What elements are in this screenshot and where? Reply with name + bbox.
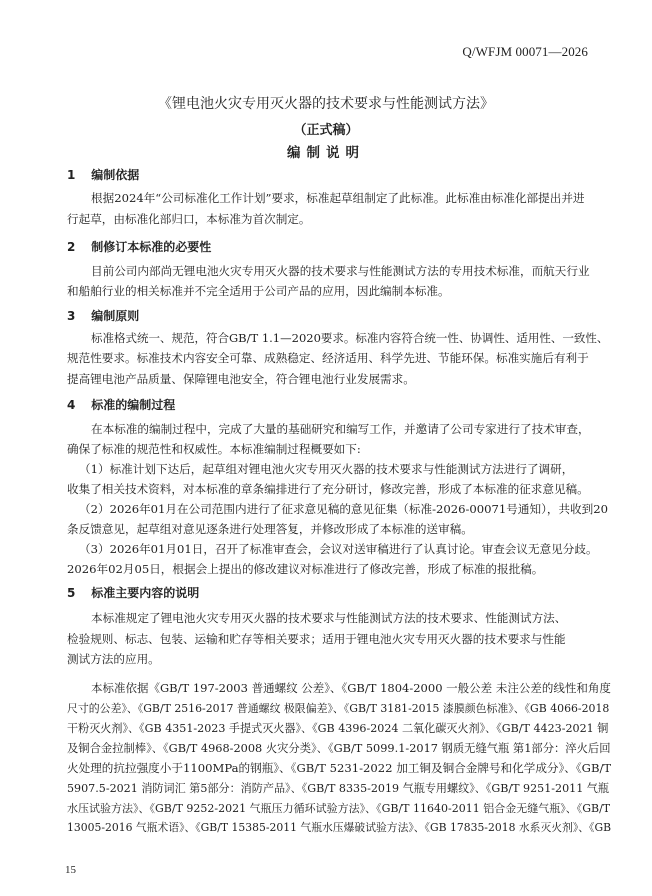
paragraph-line: 条反馈意见，起草组对意见逐条进行处理答复，并修改形成了本标准的送审稿。: [67, 522, 473, 536]
paragraph-line: 13005-2016 气瓶术语》、《GB/T 15385-2011 气瓶水压爆破试验方法》、《GB 17835-2018 水系灭火剂》、《GB: [67, 821, 612, 834]
paragraph-line: 本标准规定了锂电池火灾专用灭火器的技术要求与性能测试方法的技术要求、性能测试方法、: [91, 611, 567, 625]
section-heading-5: [67, 584, 199, 601]
paragraph-line: 水压试验方法》、《GB/T 9252-2021 气瓶压力循环试验方法》、《GB/T 11640-2011 铝合金无缝气瓶》、《GB/T: [67, 802, 611, 815]
section-number: 2: [67, 240, 76, 254]
paragraph-line: （1）标准计划下达后，起草组对锂电池火灾专用灭火器的技术要求与性能测试方法进行了调研，: [79, 462, 574, 476]
paragraph-line: 检验规则、标志、包装、运输和贮存等相关要求；适用于锂电池火灾专用灭火器的技术要求与性能: [67, 632, 566, 646]
paragraph-line: 干粉灭火剂》、《GB 4351-2023 手提式灭火器》、《GB 4396-2024 二氧化碳灭火剂》、《GB/T 4423-2021 铜: [67, 722, 609, 735]
page-number: 15: [65, 864, 76, 876]
section-heading-4: [67, 396, 175, 413]
paragraph-line: 行起草，由标准化部归口，本标准为首次制定。: [67, 212, 311, 226]
section-title: 编制原则: [91, 309, 140, 323]
paragraph-line: 目前公司内部尚无锂电池火灾专用灭火器的技术要求与性能测试方法的专用技术标准，而航天行业: [91, 264, 590, 278]
document-title: 《锂电池火灾专用灭火器的技术要求与性能测试方法》: [158, 96, 494, 112]
paragraph-line: 火处理的抗拉强度小于1100MPa的钢瓶》、《GB/T 5231-2022 加工铜及铜合金牌号和化学成分》、《GB/T: [67, 761, 612, 775]
section-title: 标准主要内容的说明: [91, 586, 200, 600]
section-title: 编制依据: [91, 168, 140, 182]
paragraph-line: 和船舶行业的相关标准并不完全适用于公司产品的应用，因此编制本标准。: [67, 284, 450, 298]
paragraph-line: 测试方法的应用。: [67, 652, 160, 666]
section-heading-2: [67, 238, 211, 255]
section-number: 3: [67, 309, 76, 323]
paragraph-line: 规范性要求。标准技术内容安全可靠、成熟稳定、经济适用、科学先进、节能环保。标准实施后有利于: [67, 351, 589, 365]
paragraph-line: 尺寸的公差》、《GB/T 2516-2017 普通螺纹 极限偏差》、《GB/T 3181-2015 漆膜颜色标准》、《GB 4066-2018: [67, 702, 610, 715]
paragraph-line: 确保了标准的规范性和权威性。本标准编制过程概要如下:: [67, 442, 361, 456]
section-number: 1: [67, 168, 76, 182]
section-heading-1: [67, 166, 139, 183]
paragraph-line: （3）2026年01月01日，召开了标准审查会，会议对送审稿进行了认真讨论。审查会议无意见分歧。: [79, 542, 598, 556]
section-number: 5: [67, 586, 76, 600]
paragraph-line: （2）2026年01月在公司范围内进行了征求意见稿的意见征集（标准-2026-00071号通知），共收到20: [79, 502, 608, 516]
paragraph-line: 提高锂电池产品质量、保障锂电池安全，符合锂电池行业发展需求。: [67, 372, 415, 386]
paragraph-line: 本标准依据《GB/T 197-2003 普通螺纹 公差》、《GB/T 1804-2000 一般公差 未注公差的线性和角度: [91, 681, 611, 695]
document-subtitle: （正式稿）: [293, 123, 359, 138]
section-title: 制修订本标准的必要性: [91, 240, 212, 254]
paragraph-line: 在本标准的编制过程中，完成了大量的基础研究和编写工作，并邀请了公司专家进行了技术审查，: [91, 422, 590, 436]
paragraph-line: 标准格式统一、规范，符合GB/T 1.1—2020要求。标准内容符合统一性、协调性、适用性、一致性、: [91, 331, 609, 345]
paragraph-line: 2026年02月05日，根据会上提出的修改建议对标准进行了修改完善，形成了标准的报批稿。: [67, 562, 544, 576]
paragraph-line: 及铜合金拉制棒》、《GB/T 4968-2008 火灾分类》、《GB/T 5099.1-2017 钢质无缝气瓶 第1部分：淬火后回: [67, 742, 611, 755]
document-heading: 编制说明: [287, 145, 365, 161]
paragraph-line: 5907.5-2021 消防词汇 第5部分：消防产品》、《GB/T 8335-2019 气瓶专用螺纹》、《GB/T 9251-2011 气瓶: [67, 782, 609, 795]
document-code: Q/WFJM 00071—2026: [462, 44, 588, 59]
section-number: 4: [67, 398, 76, 412]
section-heading-3: [67, 307, 139, 324]
paragraph-line: 根据2024年“公司标准化工作计划”要求，标准起草组制定了此标准。此标准由标准化部提出并进: [91, 191, 585, 205]
paragraph-line: 收集了相关技术资料，对本标准的章条编排进行了充分研讨，修改完善，形成了本标准的征求意见稿。: [67, 482, 589, 496]
section-title: 标准的编制过程: [91, 398, 176, 412]
